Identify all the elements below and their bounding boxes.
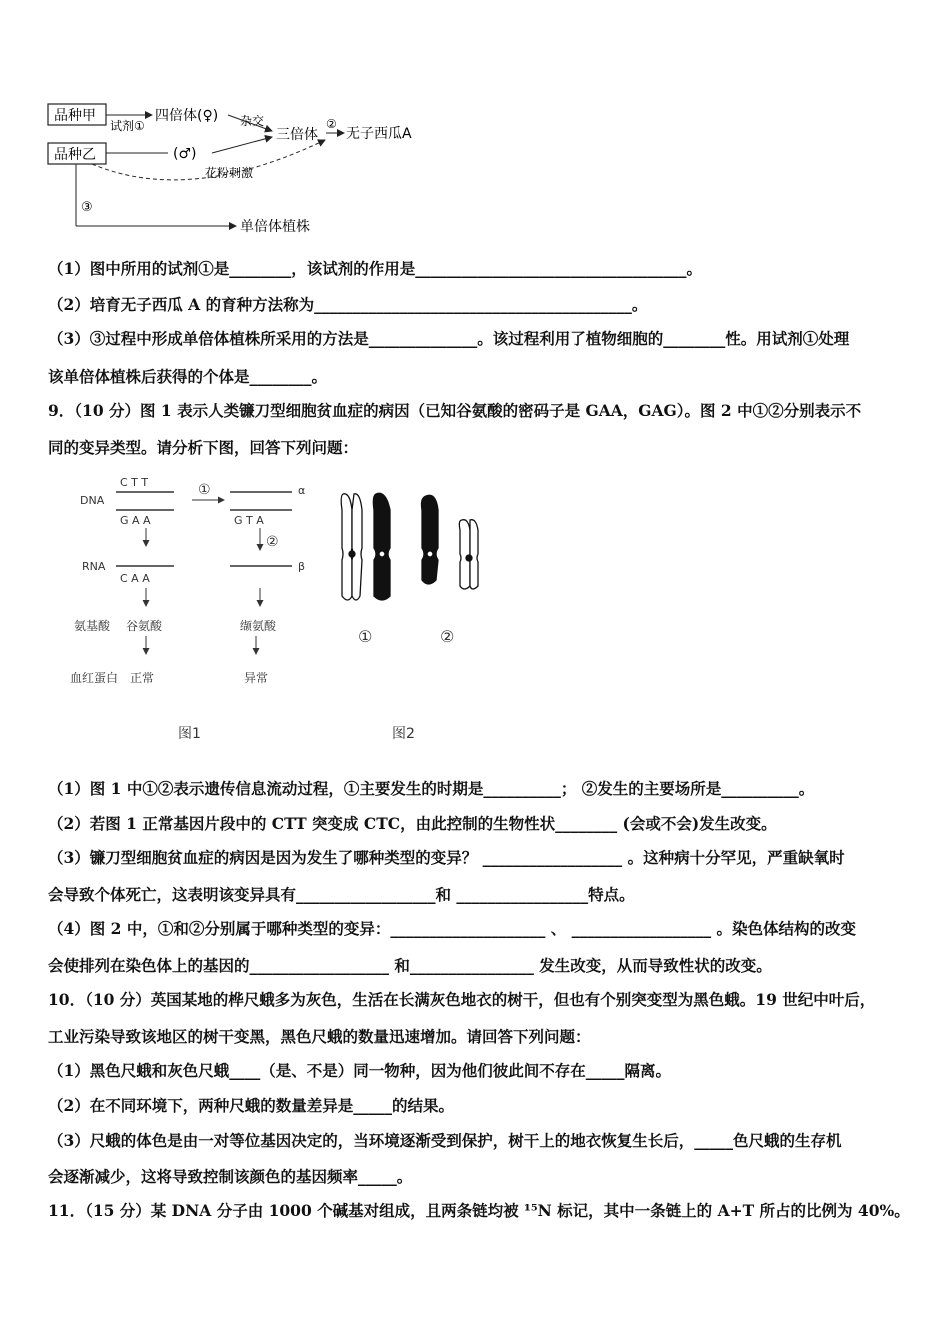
- q9-sub-1: （1）图 1 中①②表示遗传信息流动过程，①主要发生的时期是__________； ②发生的主要场所是__________。: [48, 779, 815, 798]
- q10-sub-2: （2）在不同环境下，两种尺蛾的数量差异是_____的结果。: [48, 1096, 455, 1115]
- normal-label: 正常: [130, 671, 155, 685]
- chromosome-pair-2: [422, 495, 479, 589]
- q9-sub-4b: 会使排列在染色体上的基因的__________________ 和________________ 发生改变，从而导致性状的改变。: [48, 956, 772, 975]
- q9-line-1: 9．（10 分）图 1 表示人类镰刀型细胞贫血症的病因（已知谷氨酸的密码子是 GAA，GAG）。图 2 中①②分别表示不: [48, 401, 862, 420]
- dna-label: DNA: [80, 494, 105, 507]
- haploid-label: 单倍体植株: [240, 219, 310, 235]
- glu-label: 谷氨酸: [126, 619, 163, 633]
- tetraploid-label: 四倍体(♀): [155, 108, 219, 124]
- seedless-label: 无子西瓜A: [346, 126, 412, 142]
- q8-line-4: 该单倍体植株后获得的个体是________。: [48, 367, 328, 386]
- q9-sub-3b: 会导致个体死亡，这表明该变异具有__________________和 _________________特点。: [48, 885, 635, 904]
- q9-sub-3a: （3）镰刀型细胞贫血症的病因是因为发生了哪种类型的变异？ __________________ 。这种病十分罕见，严重缺氧时: [48, 848, 845, 867]
- hb-label: 血红蛋白: [70, 671, 119, 685]
- triploid-label: 三倍体: [276, 127, 318, 143]
- ctt-label: C T T: [120, 476, 149, 489]
- variety-a-label: 品种甲: [54, 108, 96, 124]
- step2-label: ②: [326, 117, 337, 131]
- rna-gaa-label: C A A: [120, 572, 150, 585]
- beta-label: β: [298, 560, 306, 573]
- amino-label: 氨基酸: [74, 619, 111, 633]
- q10-line-2: 工业污染导致该地区的树干变黑，黑色尺蛾的数量迅速增加。请回答下列问题：: [48, 1027, 591, 1046]
- cross-label: 杂交: [240, 114, 265, 128]
- q8-line-1: （1）图中所用的试剂①是________，该试剂的作用是___________________________________。: [48, 259, 703, 278]
- alpha-label: α: [298, 484, 306, 497]
- circ2-label: ②: [266, 534, 279, 550]
- breeding-diagram: [40, 95, 460, 245]
- q10-sub-3a: （3）尺蛾的体色是由一对等位基因决定的，当环境逐渐受到保护，树干上的地衣恢复生长后，_____色尺蛾的生存机: [48, 1131, 842, 1150]
- q9-line-2: 同的变异类型。请分析下图，回答下列问题：: [48, 438, 359, 457]
- chr1-label: ①: [358, 627, 373, 646]
- fig2-caption: 图2: [392, 726, 415, 742]
- gta-label: G T A: [234, 514, 264, 527]
- chr2-label: ②: [440, 627, 455, 646]
- mutation-figures: [60, 470, 500, 755]
- q9-sub-2: （2）若图 1 正常基因片段中的 CTT 突变成 CTC，由此控制的生物性状________ (会或不会)发生改变。: [48, 814, 777, 833]
- abnormal-label: 异常: [244, 671, 269, 685]
- q8-line-2: （2）培育无子西瓜 A 的育种方法称为_________________________________________。: [48, 295, 648, 314]
- chromosome-pair-1: [341, 493, 390, 600]
- circ1-label: ①: [198, 482, 211, 498]
- rna-label: RNA: [82, 560, 106, 573]
- gaa-label: G A A: [120, 514, 151, 527]
- q9-sub-4a: （4）图 2 中，①和②分别属于哪种类型的变异：____________________ 、 __________________ 。染色体结构的改变: [48, 919, 857, 938]
- q10-sub-3b: 会逐渐减少，这将导致控制该颜色的基因频率_____。: [48, 1167, 413, 1186]
- reagent-label: 试剂①: [110, 119, 145, 133]
- q8-line-3: （3）③过程中形成单倍体植株所采用的方法是______________。该过程利用了植物细胞的________性。用试剂①处理: [48, 329, 850, 348]
- q10-sub-1: （1）黑色尺蛾和灰色尺蛾____（是、不是）同一物种，因为他们彼此间不存在_____隔离。: [48, 1061, 672, 1080]
- q11-line-1: 11．（15 分）某 DNA 分子由 1000 个碱基对组成，且两条链均被 ¹⁵N 标记，其中一条链上的 A+T 所占的比例为 40%。: [48, 1201, 910, 1220]
- val-label: 缬氨酸: [240, 619, 277, 633]
- male-label: (♂): [173, 146, 197, 162]
- step3-label: ③: [81, 200, 93, 215]
- fig1-caption: 图1: [178, 726, 201, 742]
- variety-b-label: 品种乙: [54, 147, 96, 163]
- pollen-label: 花粉刺激: [205, 166, 254, 180]
- q10-line-1: 10．（10 分）英国某地的桦尺蛾多为灰色，生活在长满灰色地衣的树干，但也有个别突变型为黑色蛾。19 世纪中叶后，: [48, 990, 876, 1009]
